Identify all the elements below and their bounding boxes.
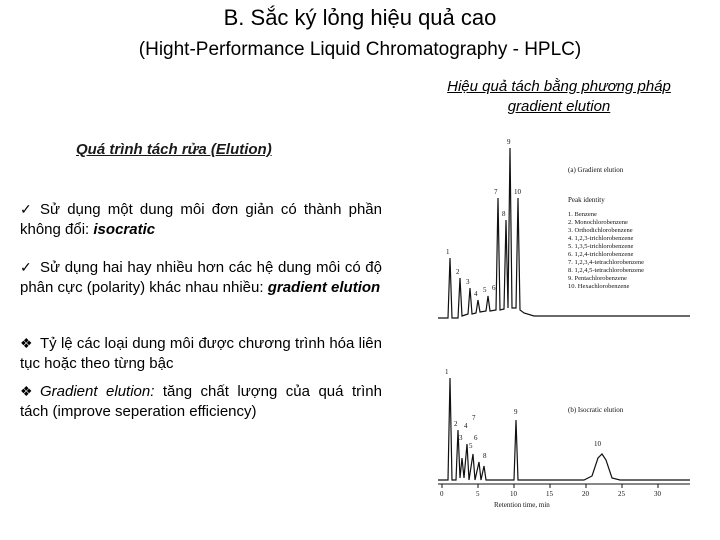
peak-label: 5 bbox=[469, 442, 473, 450]
x-axis-label: Retention time, min bbox=[494, 501, 550, 509]
bullet-solvent-ratio bbox=[20, 333, 382, 374]
peak-label: 3 bbox=[459, 434, 463, 442]
chromatogram-figure bbox=[434, 128, 692, 510]
peak-label: 9 bbox=[514, 408, 518, 416]
bullet-text: Tỷ lệ các loại dung môi được chương trình hóa liên tục hoặc theo từng bậc bbox=[20, 335, 382, 372]
peak-identity-item: 5. 1,3,5-trichlorobenzene bbox=[568, 243, 634, 250]
x-axis-ticks bbox=[440, 484, 662, 498]
peak-label: 2 bbox=[456, 268, 460, 276]
diamond-bullet-icon: ❖ bbox=[20, 335, 33, 351]
peak-label: 5 bbox=[483, 286, 487, 294]
peak-label: 4 bbox=[474, 290, 478, 298]
bullet-text: Sử dụng hai hay nhiều hơn các hệ dung môi có độ phân cực (polarity) khác nhau nhiều: bbox=[20, 259, 382, 296]
bullet-gradient bbox=[20, 257, 382, 298]
peak-identity-item: 4. 1,2,3-trichlorobenzene bbox=[568, 235, 634, 242]
isocratic-elution-trace bbox=[438, 378, 690, 480]
peak-identity-list bbox=[568, 211, 644, 290]
peak-identity-title: Peak identity bbox=[568, 196, 605, 204]
x-tick-label: 25 bbox=[618, 490, 625, 498]
bullet-text: tăng chất lượng của quá trình tách (improve seperation efficiency) bbox=[20, 383, 382, 420]
slide-subtitle: (Hight-Performance Liquid Chromatography - HPLC) bbox=[138, 39, 582, 60]
peak-label: 3 bbox=[466, 278, 470, 286]
x-tick-label: 20 bbox=[582, 490, 589, 498]
peak-label: 1 bbox=[445, 368, 449, 376]
peak-label: 10 bbox=[594, 440, 601, 448]
peak-label: 8 bbox=[502, 210, 506, 218]
checkmark-icon: ✓ bbox=[20, 259, 32, 275]
peak-identity-item: 7. 1,2,3,4-tetrachlorobenzene bbox=[568, 259, 644, 266]
x-tick-label: 0 bbox=[440, 490, 444, 498]
peak-identity-item: 10. Hexachlorobenzene bbox=[568, 283, 630, 290]
x-tick-label: 5 bbox=[476, 490, 480, 498]
peak-identity-item: 1. Benzene bbox=[568, 211, 597, 218]
peak-identity-item: 2. Monochlorobenzene bbox=[568, 219, 628, 226]
peak-label: 6 bbox=[474, 434, 478, 442]
peak-label: 4 bbox=[464, 422, 468, 430]
bullet-isocratic bbox=[20, 199, 382, 240]
slide-title: B. Sắc ký lỏng hiệu quả cao bbox=[223, 5, 497, 30]
peak-label: 8 bbox=[483, 452, 487, 460]
panel-b-label: (b) Isocratic elution bbox=[568, 406, 624, 414]
peak-label: 9 bbox=[507, 138, 511, 146]
bullet-text: Sử dụng một dung môi đơn giản có thành phần không đổi: bbox=[20, 201, 382, 238]
gradient-efficiency-heading: Hiệu quả tách bằng phương pháp gradient elution bbox=[447, 78, 671, 115]
peak-identity-item: 6. 1,2,4-trichlorobenzene bbox=[568, 251, 634, 258]
bullet-emphasis: gradient elution bbox=[267, 279, 381, 296]
peak-label: 2 bbox=[454, 420, 458, 428]
x-tick-label: 15 bbox=[546, 490, 553, 498]
panel-a-label: (a) Gradient elution bbox=[568, 166, 624, 174]
isocratic-peak-labels bbox=[445, 368, 602, 460]
x-tick-label: 30 bbox=[654, 490, 661, 498]
bullet-emphasis: isocratic bbox=[93, 221, 156, 238]
checkmark-icon: ✓ bbox=[20, 201, 32, 217]
elution-heading: Quá trình tách rửa (Elution) bbox=[76, 141, 272, 158]
peak-label: 10 bbox=[514, 188, 521, 196]
peak-label: 7 bbox=[472, 414, 476, 422]
peak-label: 7 bbox=[494, 188, 498, 196]
peak-identity-item: 9. Pentachlorobenzene bbox=[568, 275, 627, 282]
bullet-lead: Gradient elution: bbox=[40, 383, 155, 400]
peak-label: 6 bbox=[492, 284, 496, 292]
peak-identity-item: 8. 1,2,4,5-tetrachlorobenzene bbox=[568, 267, 644, 274]
peak-identity-item: 3. Orthodichlorobenzene bbox=[568, 227, 633, 234]
bullet-gradient-benefit bbox=[20, 381, 382, 422]
diamond-bullet-icon: ❖ bbox=[20, 383, 33, 399]
x-tick-label: 10 bbox=[510, 490, 517, 498]
peak-label: 1 bbox=[446, 248, 450, 256]
